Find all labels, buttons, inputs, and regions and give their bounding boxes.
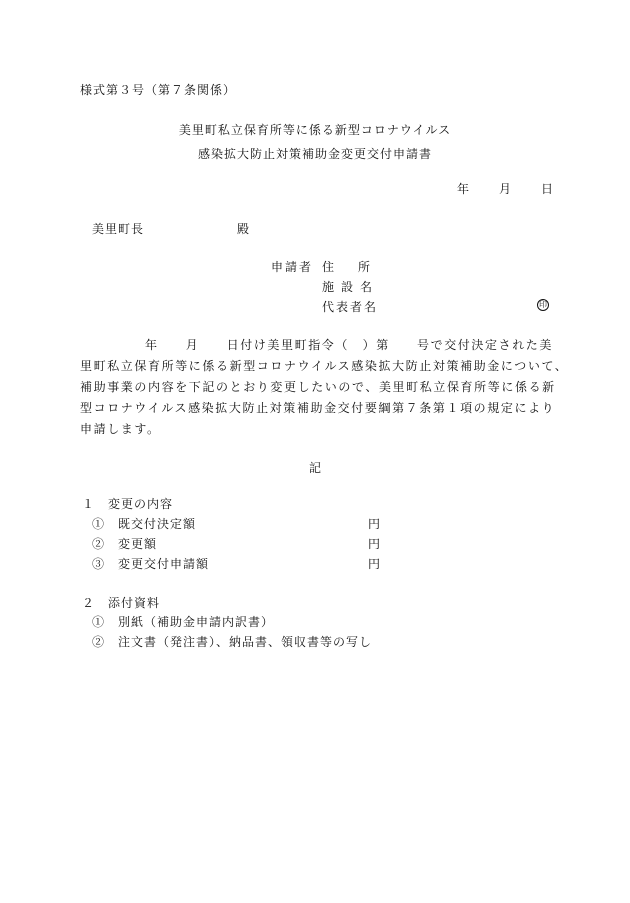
body-text-line-3: 補助事業の内容を下記のとおり変更したいので、美里町私立保育所等に係る新 [80, 380, 556, 394]
attachment-item-breakdown: ① 別紙（補助金申請内訳書） [92, 615, 275, 629]
change-item-requested-amount: ③ 変更交付申請額 [92, 557, 210, 571]
form-number: 様式第３号（第７条関係） [80, 83, 237, 97]
attachment-item-receipts: ② 注文書（発注書）、納品書、領収書等の写し [92, 635, 373, 649]
applicant-label: 申請者 [271, 260, 314, 274]
change-item-change-amount: ② 変更額 [92, 537, 158, 551]
seal-label: 印 [539, 300, 547, 309]
ki-heading: 記 [308, 461, 321, 475]
change-item-existing-grant: ① 既交付決定額 [92, 517, 197, 531]
change-item-existing-grant-unit: 円 [368, 517, 381, 531]
document-title-line-2: 感染拡大防止対策補助金変更交付申請書 [197, 147, 432, 161]
date-year-label: 年 [457, 182, 470, 196]
section-1-heading: １ 変更の内容 [82, 497, 174, 511]
document-title-line-1: 美里町私立保育所等に係る新型コロナウイルス [178, 123, 452, 137]
body-text-line-1: 年 月 日付け美里町指令（ ）第 号で交付決定された美 [145, 338, 554, 352]
section-2-heading: ２ 添付資料 [82, 596, 161, 610]
addressee-honorific: 殿 [237, 222, 250, 236]
seal-mark [537, 296, 549, 311]
applicant-facility-label: 施設名 [322, 280, 380, 294]
date-month-label: 月 [499, 182, 512, 196]
body-text-line-5: 申請します。 [80, 422, 161, 436]
applicant-address-label: 住 所 [322, 260, 371, 274]
body-text-line-2: 里町私立保育所等に係る新型コロナウイルス感染拡大防止対策補助金について、 [80, 359, 569, 373]
change-item-requested-amount-unit: 円 [368, 557, 381, 571]
date-day-label: 日 [541, 182, 554, 196]
change-item-change-amount-unit: 円 [368, 537, 381, 551]
body-text-line-4: 型コロナウイルス感染拡大防止対策補助金交付要綱第７条第１項の規定により [80, 401, 556, 415]
addressee-name: 美里町長 [92, 222, 145, 236]
applicant-representative-label: 代表者名 [322, 300, 379, 314]
